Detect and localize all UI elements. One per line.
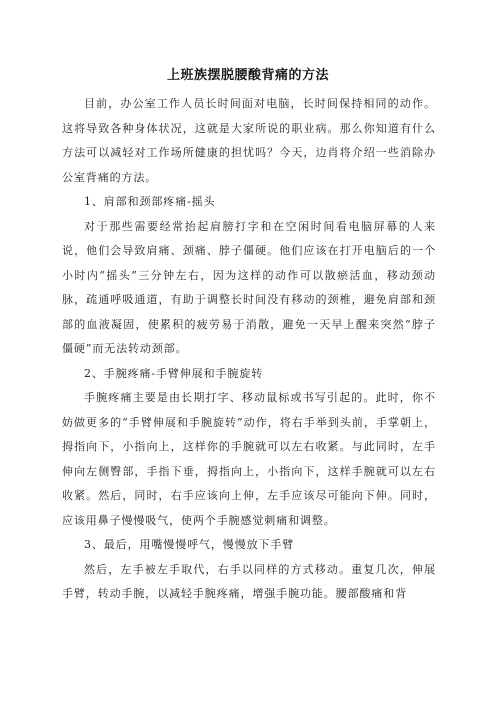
document-title: 上班族摆脱腰酸背痛的方法: [166, 68, 329, 83]
paragraph-section-3: 然后，左手被左手取代，右手以同样的方式移动。重复几次，伸展手臂，转动手腕，以减轻手腕疼痛，增强手腕功能。腰部酸痛和背: [62, 562, 436, 600]
paragraph-section-2: 手腕疼痛主要是由长期打字、移动鼠标或书写引起的。此时，你不妨做更多的“手臂伸展和手腕旋转”动作，将右手举到头前，手掌朝上，拇指向下，小指向上，这样你的手腕就可以左右收紧。与此同时，左手伸向左侧臀部，手指下垂，拇指向上，小指向下，这样手腕就可以左右收紧。然后，同时，右手应该向上伸，左手应该尽可能向下伸。同时，应该用鼻子慢慢吸气，使两个手腕感觉刺痛和调整。: [62, 391, 436, 527]
section-heading-3: 3、最后，用嘴慢慢呼气，慢慢放下手臂: [84, 538, 295, 551]
section-heading-2: 2、手腕疼痛-手臂伸展和手腕旋转: [84, 366, 264, 380]
section-heading-1: 1、肩部和颈部疼痛-摇头: [84, 195, 216, 208]
paragraph-intro: 目前，办公室工作人员长时间面对电脑，长时间保持相同的动作。这将导致各种身体状况，这就是大家所说的职业病。那么你知道有什么方法可以减轻对工作场所健康的担忧吗？今天，边肖将介绍一些消除办公室背痛的方法。: [62, 97, 436, 184]
paragraph-section-1: 对于那些需要经常抬起肩膀打字和在空闲时间看电脑屏幕的人来说，他们会导致肩痛、颈痛、脖子僵硬。他们应该在打开电脑后的一个小时内“摇头”三分钟左右，因为这样的动作可以散瘀活血，移动颈动脉，疏通呼吸通道，有助于调整长时间没有移动的颈椎，避免肩部和颈部的血液凝固，使累积的疲劳易于消散，避免一天早上醒来突然“脖子僵硬”而无法转动颈部。: [62, 219, 436, 355]
document-body: [62, 92, 436, 607]
